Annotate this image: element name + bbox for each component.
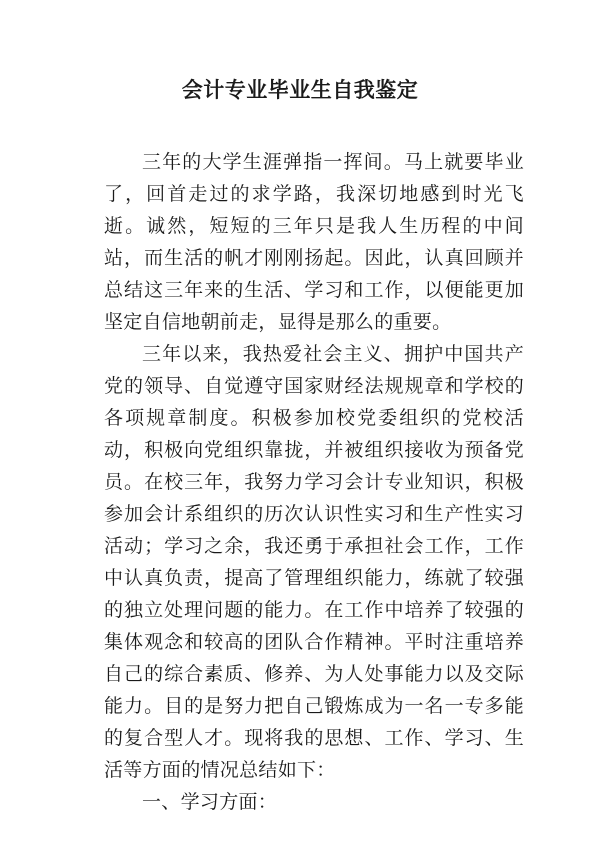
- paragraph-intro: 三年的大学生涯弹指一挥间。马上就要毕业了，回首走过的求学路，我深切地感到时光飞逝。诚然，短短的三年只是我人生历程的中间站，而生活的帆才刚刚扬起。因此，认真回顾并总结这三年来的生活、学习和工作，以便能更加坚定自信地朝前走，显得是那么的重要。: [104, 151, 524, 333]
- section-heading-study: 一、学习方面：: [142, 791, 278, 813]
- document-body: [104, 146, 524, 818]
- document-title: 会计专业毕业生自我鉴定: [181, 78, 419, 102]
- paragraph-overview: 三年以来，我热爱社会主义、拥护中国共产党的领导、自觉遵守国家财经法规规章和学校的各项规章制度。积极参加校党委组织的党校活动，积极向党组织靠拢，并被组织接收为预备党员。在校三年，我努力学习会计专业知识，积极参加会计系组织的历次认识性实习和生产性实习活动；学习之余，我还勇于承担社会工作，工作中认真负责，提高了管理组织能力，练就了较强的独立处理问题的能力。在工作中培养了较强的集体观念和较高的团队合作精神。平时注重培养自己的综合素质、修养、为人处事能力以及交际能力。目的是努力把自己锻炼成为一名一专多能的复合型人才。现将我的思想、工作、学习、生活等方面的情况总结如下：: [104, 343, 524, 781]
